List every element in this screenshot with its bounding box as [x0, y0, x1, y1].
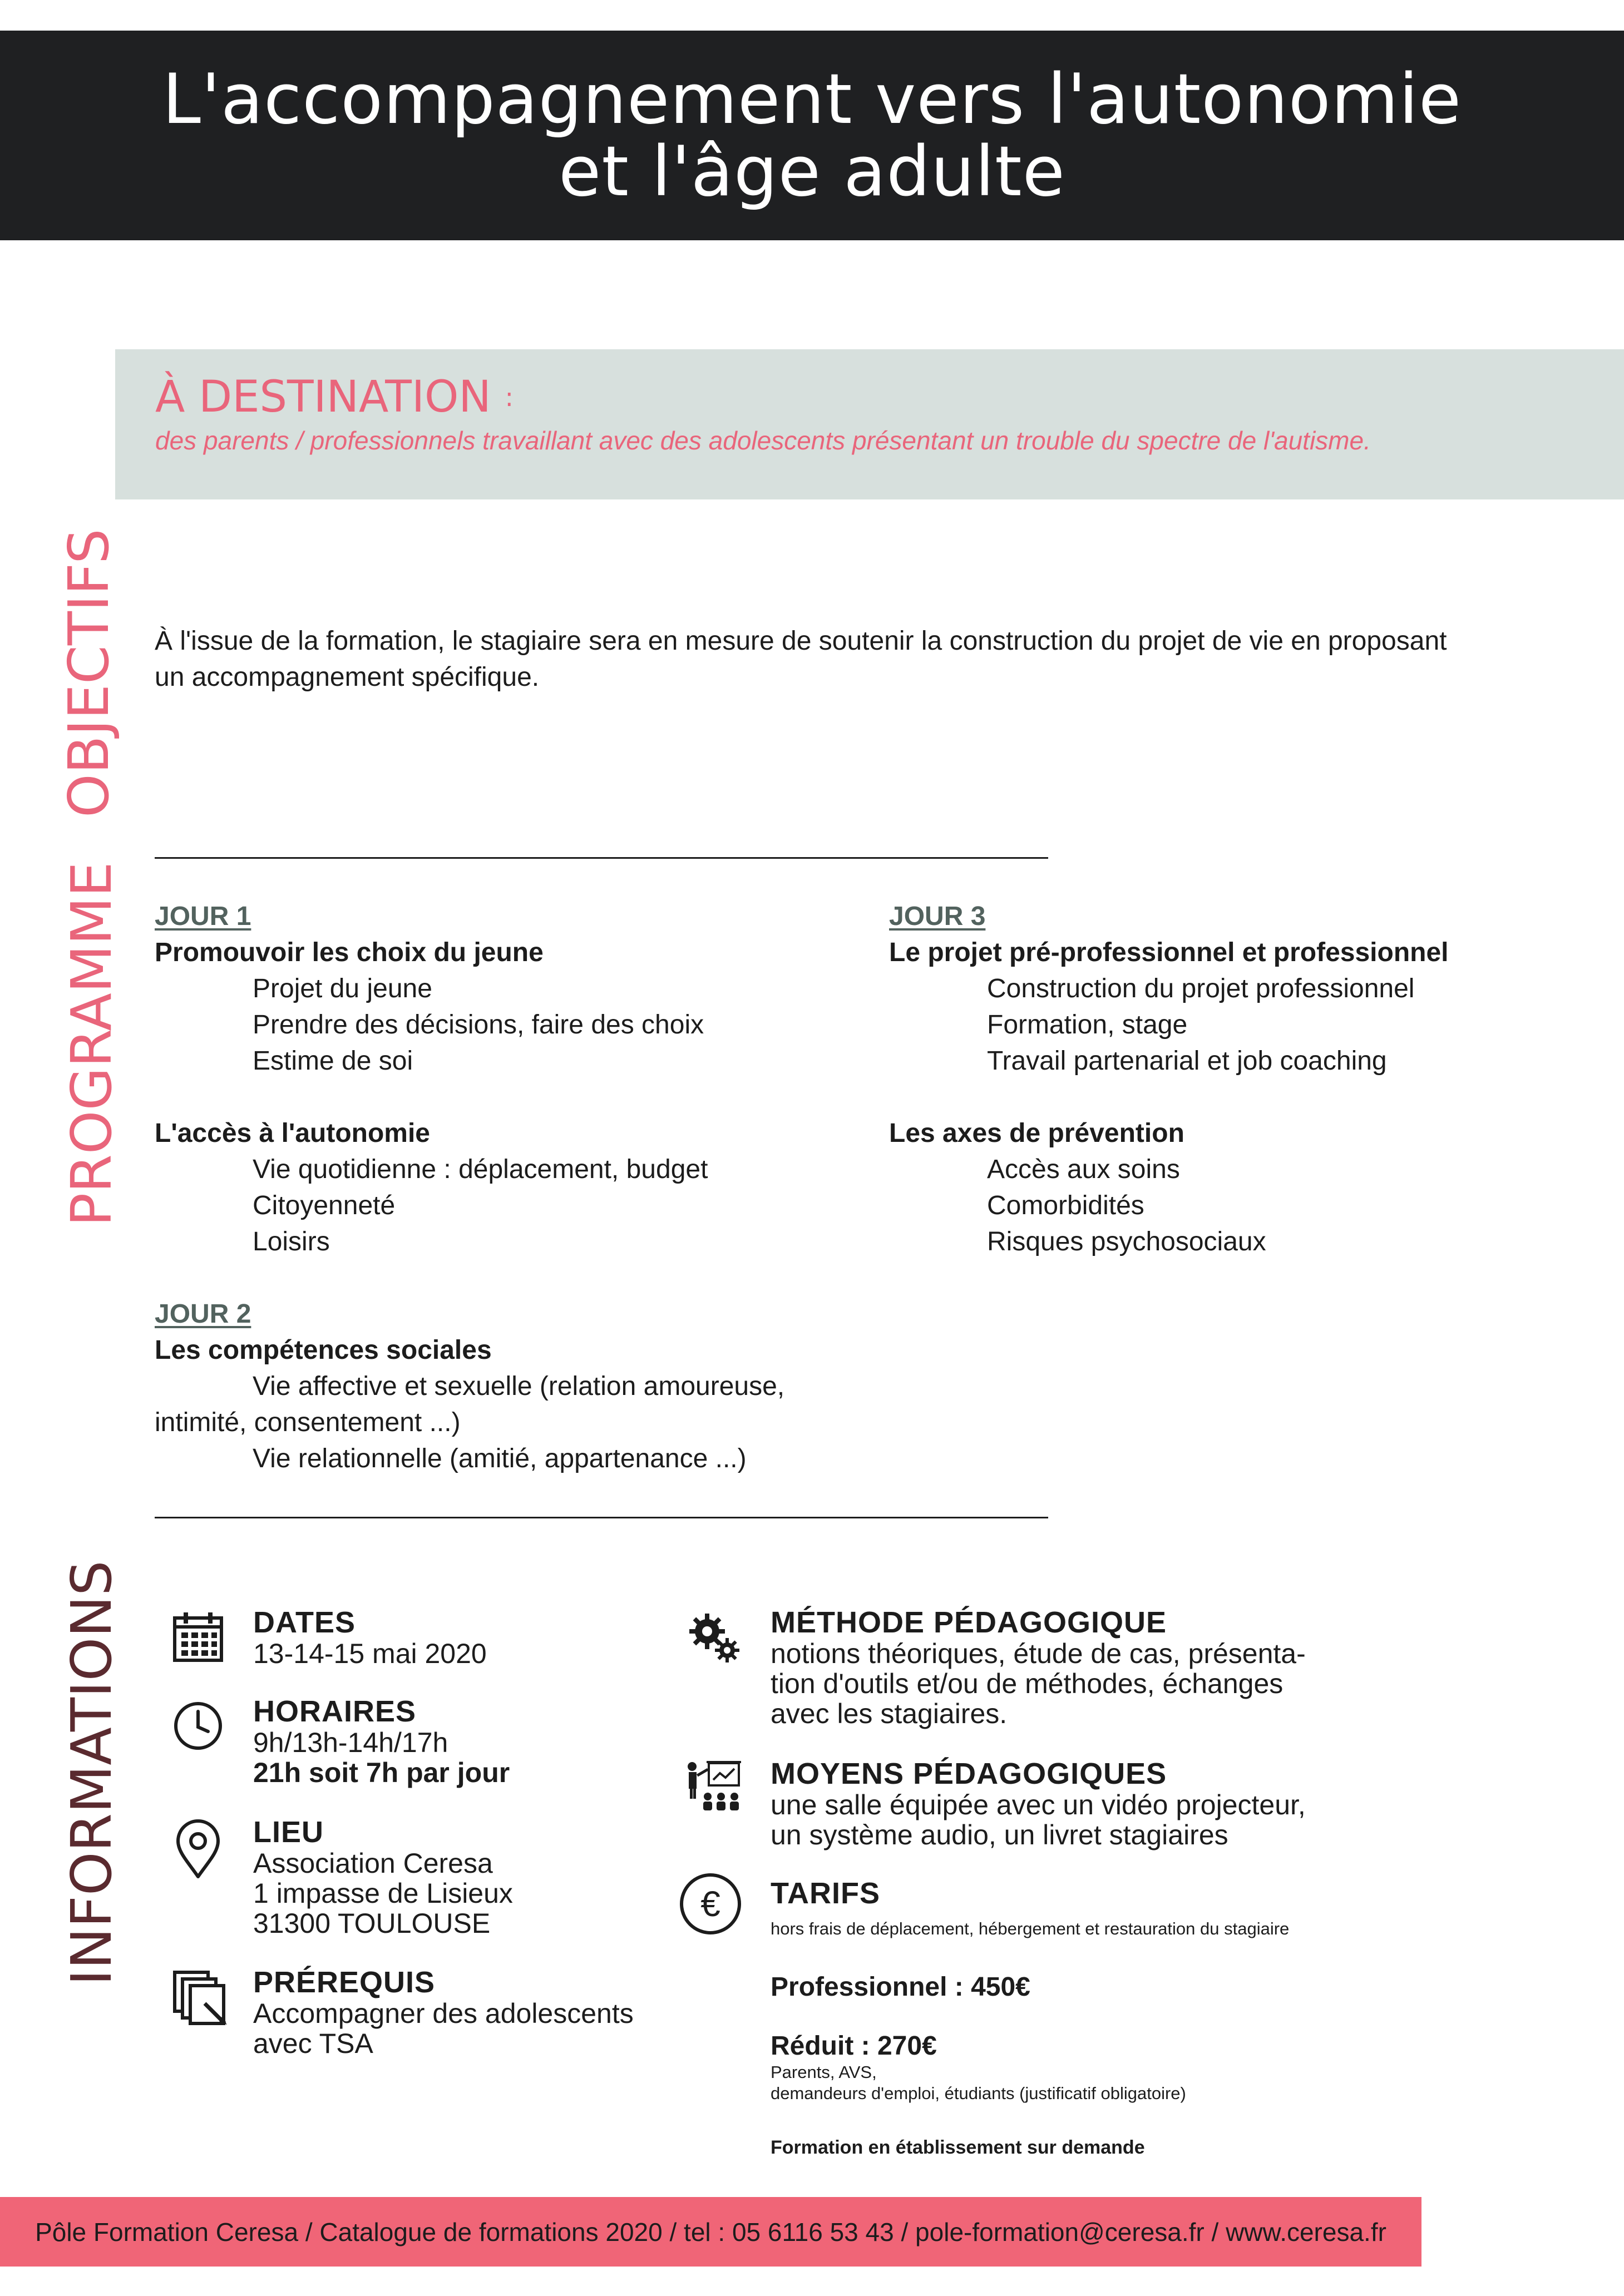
lieu-title: LIEU [253, 1815, 324, 1849]
tarif-reduit-line-2: demandeurs d'emploi, étudiants (justificatif obligatoire) [771, 2084, 1186, 2103]
info-moyens [771, 1758, 1306, 1850]
tarifs-note: hors frais de déplacement, hébergement et restauration du stagiaire [771, 1919, 1290, 1938]
page-title-line-1: L'accompagnement vers l'autonomie [162, 59, 1462, 140]
info-lieu [253, 1816, 513, 1938]
day-3-label: JOUR 3 [889, 902, 986, 931]
list-item: Projet du jeune [253, 974, 432, 1003]
tarifs-title: TARIFS [771, 1877, 880, 1910]
page-footer [0, 2197, 1421, 2267]
day-1-section-1-title: Promouvoir les choix du jeune [155, 938, 544, 967]
tarif-professionnel: Professionnel : 450€ [771, 1972, 1030, 2002]
horaires-total: 21h soit 7h par jour [253, 1757, 510, 1788]
formation-etablissement: Formation en établissement sur demande [771, 2137, 1145, 2158]
horaires-title: HORAIRES [253, 1695, 417, 1728]
programme-right-column [889, 898, 1612, 1260]
methode-line-2: tion d'outils et/ou de méthodes, échanges [771, 1668, 1284, 1699]
horaires-value: 9h/13h-14h/17h [253, 1727, 448, 1758]
list-item: Loisirs [253, 1227, 330, 1256]
list-item: Prendre des décisions, faire des choix [253, 1010, 704, 1040]
tarif-reduit: Réduit : 270€ [771, 2031, 937, 2061]
day-2-section-1-title: Les compétences sociales [155, 1335, 492, 1365]
list-item: Vie affective et sexuelle (relation amoureuse, [253, 1372, 785, 1401]
calendar-icon [171, 1610, 225, 1664]
audience-colon: : [505, 382, 514, 412]
info-methode [771, 1606, 1306, 1729]
list-item: Travail partenarial et job coaching [987, 1046, 1387, 1076]
objectives-line-2: un accompagnement spécifique. [155, 662, 540, 692]
prerequis-line-2: avec TSA [253, 2028, 373, 2059]
divider-bottom [155, 1517, 1048, 1518]
list-item: Construction du projet professionnel [987, 974, 1415, 1003]
dates-title: DATES [253, 1606, 356, 1639]
day-1-section-2-title: L'accès à l'autonomie [155, 1119, 430, 1148]
list-item-continuation: intimité, consentement ...) [155, 1408, 461, 1437]
tarif-reduit-line-1: Parents, AVS, [771, 2062, 877, 2082]
day-3-section-1-title: Le projet pré-professionnel et professionnel [889, 938, 1449, 967]
info-prerequis [253, 1966, 634, 2059]
location-pin-icon [171, 1819, 225, 1881]
programme-left-column [155, 898, 878, 1477]
list-item: Risques psychosociaux [987, 1227, 1266, 1256]
day-1-label: JOUR 1 [155, 902, 251, 931]
gears-icon [687, 1610, 743, 1666]
moyens-line-2: un système audio, un livret stagiaires [771, 1819, 1228, 1850]
audience-title [155, 370, 1624, 424]
lieu-line-1: Association Ceresa [253, 1848, 493, 1879]
page-title-line-2: et l'âge adulte [559, 131, 1065, 212]
list-item: Vie quotidienne : déplacement, budget [253, 1155, 708, 1184]
lieu-line-2: 1 impasse de Lisieux [253, 1878, 513, 1909]
list-item: Vie relationnelle (amitié, appartenance ...) [253, 1444, 747, 1473]
audience-band [115, 349, 1624, 499]
moyens-title: MOYENS PÉDAGOGIQUES [771, 1757, 1167, 1790]
section-label-programme: PROGRAMME [59, 862, 124, 1226]
documents-icon [171, 1969, 229, 2027]
info-dates [253, 1606, 487, 1669]
methode-line-3: avec les stagiaires. [771, 1698, 1008, 1729]
clock-icon [171, 1699, 225, 1753]
page-header [0, 31, 1624, 240]
euro-icon: € [680, 1873, 741, 1934]
prerequis-line-1: Accompagner des adolescents [253, 1998, 634, 2029]
presentation-icon [685, 1758, 743, 1813]
lieu-line-3: 31300 TOULOUSE [253, 1908, 491, 1939]
list-item: Formation, stage [987, 1010, 1188, 1040]
objectives-line-1: À l'issue de la formation, le stagiaire sera en mesure de soutenir la construction du projet de vie en proposant [155, 626, 1447, 656]
prerequis-title: PRÉREQUIS [253, 1966, 436, 1999]
dates-value: 13-14-15 mai 2020 [253, 1638, 487, 1669]
divider-top [155, 857, 1048, 859]
day-3-section-2-title: Les axes de prévention [889, 1119, 1184, 1148]
moyens-line-1: une salle équipée avec un vidéo projecteur, [771, 1789, 1306, 1820]
audience-title-text: À DESTINATION [155, 372, 491, 422]
list-item: Citoyenneté [253, 1191, 396, 1220]
day-2-label: JOUR 2 [155, 1299, 251, 1329]
section-label-objectifs: OBJECTIFS [56, 528, 121, 818]
info-horaires [253, 1695, 510, 1788]
objectives-text [155, 623, 1518, 695]
info-tarifs [771, 1877, 1577, 2159]
list-item: Comorbidités [987, 1191, 1144, 1220]
list-item: Estime de soi [253, 1046, 413, 1076]
audience-text: des parents / professionnels travaillant avec des adolescents présentant un trouble du spectre de l'autisme. [155, 426, 1371, 455]
section-label-informations: INFORMATIONS [59, 1560, 124, 1986]
footer-text: Pôle Formation Ceresa / Catalogue de formations 2020 / tel : 05 6116 53 43 / pole-formation@ceresa.fr / www.ceresa.fr [35, 2217, 1386, 2246]
methode-line-1: notions théoriques, étude de cas, présenta- [771, 1638, 1306, 1669]
list-item: Accès aux soins [987, 1155, 1180, 1184]
methode-title: MÉTHODE PÉDAGOGIQUE [771, 1606, 1167, 1639]
